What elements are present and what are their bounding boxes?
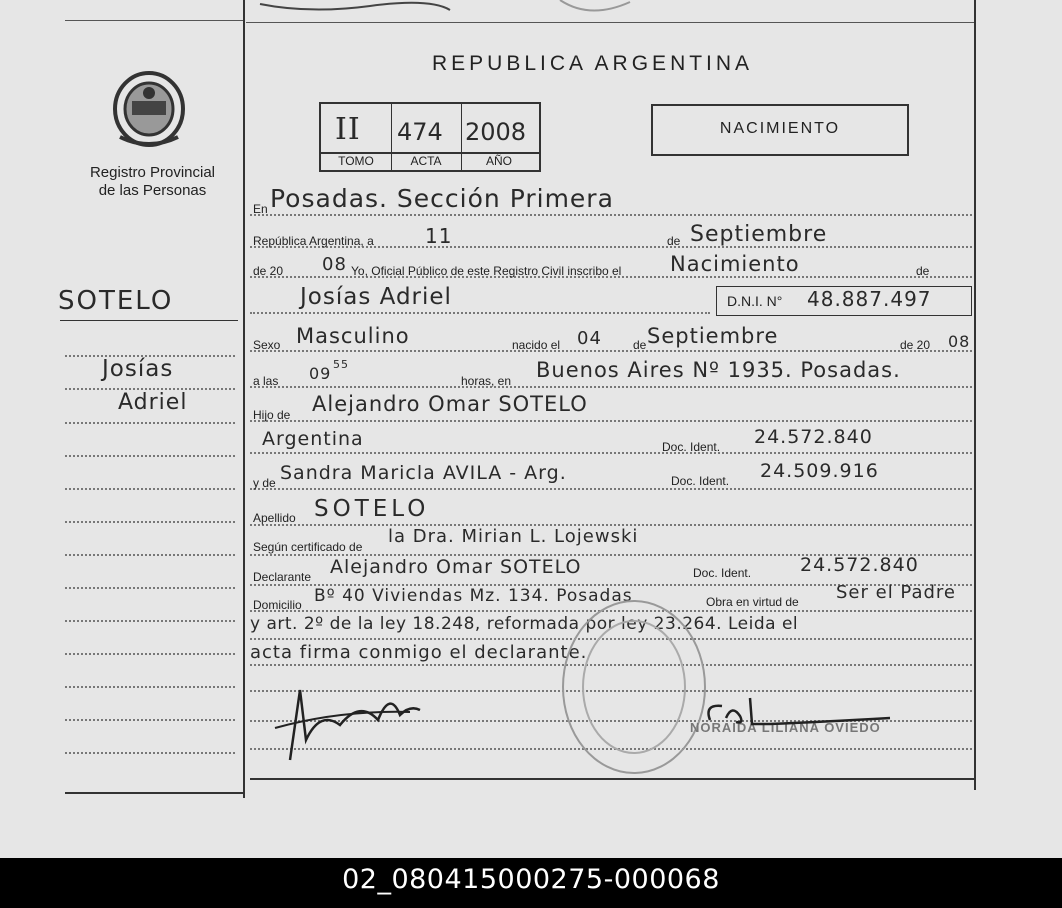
label-doc-ident-madre: Doc. Ident.: [671, 474, 730, 488]
right-border: [974, 0, 976, 790]
value-obra-en-virtud: Ser el Padre: [836, 582, 956, 603]
value-apellido: SOTELO: [314, 496, 430, 522]
acta-value: 474: [397, 118, 443, 146]
top-rule-left: [65, 20, 245, 21]
form-dotted-line: [250, 312, 710, 314]
acta-label: ACTA: [410, 154, 442, 168]
value-padre-nacionalidad: Argentina: [262, 428, 364, 450]
label-a-las: a las: [253, 374, 279, 388]
label-declarante: Declarante: [253, 570, 312, 584]
value-direccion: Buenos Aires Nº 1935. Posadas.: [536, 358, 901, 382]
label-de-mes: de: [667, 234, 681, 248]
value-nacido-mes: Septiembre: [647, 324, 779, 348]
value-padre: Alejandro Omar SOTELO: [312, 392, 588, 416]
left-dotted-line: [65, 355, 235, 357]
label-oficial: Yo, Oficial Público de este Registro Civil inscribo el: [351, 264, 622, 278]
provincial-seal-icon: [110, 67, 188, 149]
value-declarante-doc: 24.572.840: [800, 554, 919, 576]
value-linea-firma: acta firma conmigo el declarante.: [250, 642, 588, 663]
declarant-signature: [260, 670, 430, 770]
left-bottom-rule: [65, 792, 243, 794]
top-signature-fragment: [250, 0, 730, 16]
value-linea-ley: y art. 2º de la ley 18.248, reformada por ley 23.264. Leida el: [250, 614, 799, 634]
label-hijo: Hijo de: [253, 408, 291, 422]
anio-value: 2008: [465, 118, 527, 146]
value-certificado: la Dra. Mirian L. Lojewski: [388, 526, 639, 547]
official-seal-inner: [582, 620, 686, 754]
value-nacido-anio: 08: [948, 332, 971, 351]
value-anio-corto: 08: [322, 254, 347, 275]
label-en: En: [253, 202, 268, 216]
left-dotted-line: [65, 686, 235, 688]
left-given-name-1: Josías: [102, 356, 174, 382]
label-nacido: nacido el: [512, 338, 561, 352]
value-hora: 09: [309, 364, 332, 383]
left-dotted-line: [65, 752, 235, 754]
left-dotted-line: [65, 455, 235, 457]
value-sexo: Masculino: [296, 324, 410, 348]
label-horas: horas, en: [461, 374, 512, 388]
value-padre-doc: 24.572.840: [754, 426, 873, 448]
left-dotted-line: [65, 422, 235, 424]
dni-label: D.N.I. N°: [727, 293, 783, 309]
republic-title: REPUBLICA ARGENTINA: [432, 52, 754, 75]
value-madre: Sandra Maricla AVILA - Arg.: [280, 462, 567, 484]
form-dotted-line: [250, 350, 972, 352]
left-dotted-line: [65, 388, 235, 390]
file-id: 02_080415000275-000068: [342, 864, 720, 895]
label-apellido: Apellido: [253, 511, 296, 525]
form-dotted-line: [250, 488, 972, 490]
label-doc-ident-declarante: Doc. Ident.: [693, 566, 752, 580]
record-type-box: [651, 104, 909, 156]
value-nombre: Josías Adriel: [300, 284, 452, 310]
value-mes: Septiembre: [690, 222, 828, 247]
official-name-stamp: NORAIDA LILIANA OVIEDO: [690, 720, 881, 735]
left-surname: SOTELO: [58, 286, 174, 316]
left-dotted-line: [65, 554, 235, 556]
label-obra: Obra en virtud de: [706, 595, 799, 609]
left-dotted-line: [65, 587, 235, 589]
form-bottom-rule: [250, 778, 974, 780]
form-dotted-line: [250, 386, 972, 388]
label-de-nombre: de: [916, 264, 930, 278]
label-y-de: y de: [253, 476, 276, 490]
anio-label: AÑO: [485, 154, 512, 168]
form-dotted-line: [250, 420, 972, 422]
value-domicilio: Bº 40 Viviendas Mz. 134. Posadas: [314, 586, 633, 606]
label-domicilio: Domicilio: [253, 598, 302, 612]
left-surname-underline: [60, 320, 238, 321]
official-signature: [700, 694, 900, 734]
value-inscribe: Nacimiento: [670, 252, 800, 276]
label-doc-ident-padre: Doc. Ident.: [662, 440, 721, 454]
tomo-label: TOMO: [338, 154, 374, 168]
form-dotted-line: [250, 452, 972, 454]
left-dotted-line: [65, 521, 235, 523]
left-dotted-line: [65, 488, 235, 490]
tomo-value: II: [335, 112, 361, 147]
file-id-bar: [0, 858, 1062, 908]
left-dotted-line: [65, 719, 235, 721]
left-column-border: [243, 0, 245, 798]
registry-name-line2: de las Personas: [98, 182, 207, 199]
top-rule-right: [246, 22, 974, 23]
label-de-20: de 20: [253, 264, 284, 278]
left-dotted-line: [65, 653, 235, 655]
label-de-nacido-mes: de: [633, 338, 647, 352]
left-given-name-2: Adriel: [118, 390, 188, 415]
label-sexo: Sexo: [253, 338, 281, 352]
label-segun: Según certificado de: [253, 540, 363, 554]
value-nacido-dia: 04: [577, 328, 602, 349]
label-de-20-nacido: de 20: [900, 338, 931, 352]
value-madre-doc: 24.509.916: [760, 460, 879, 482]
dni-box: [716, 286, 972, 316]
value-minutos: 55: [333, 358, 349, 371]
label-republica: República Argentina, a: [253, 234, 374, 248]
record-type: NACIMIENTO: [719, 120, 841, 137]
left-dotted-line: [65, 620, 235, 622]
registry-name-line1: Registro Provincial: [89, 164, 216, 181]
value-declarante: Alejandro Omar SOTELO: [330, 556, 582, 578]
dni-number: 48.887.497: [807, 287, 932, 311]
value-dia: 11: [425, 224, 453, 248]
value-lugar: Posadas. Sección Primera: [270, 184, 614, 213]
form-dotted-line: [250, 214, 972, 216]
tomo-acta-anio-table: [319, 102, 541, 172]
